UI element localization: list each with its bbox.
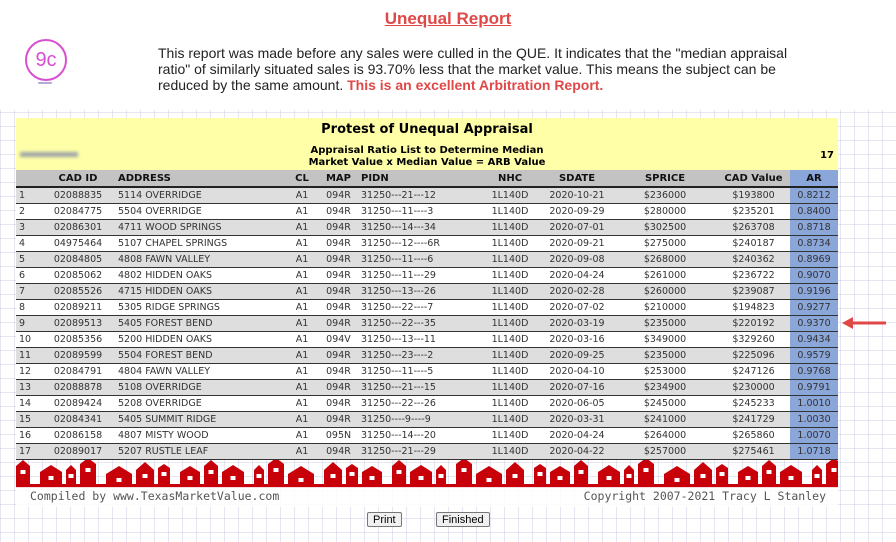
cell-cad-id: 02089513 [38, 316, 118, 332]
cell-ar: 0.9791 [790, 380, 838, 396]
cell-sdate: 2020-02-28 [541, 284, 613, 300]
table-row [16, 187, 838, 204]
cell-cl: A1 [288, 444, 316, 460]
cell-sdate: 2020-09-25 [541, 348, 613, 364]
table-row [16, 332, 838, 348]
cell-sprice: $235000 [613, 348, 717, 364]
table-row [16, 300, 838, 316]
cell-pidn: 31250---11----6 [361, 252, 479, 268]
table-row [16, 284, 838, 300]
cell-ar: 0.9434 [790, 332, 838, 348]
house-icon [66, 465, 76, 484]
cell-cl: A1 [288, 348, 316, 364]
circle-badge-icon: 9c [25, 39, 67, 81]
house-icon [762, 460, 776, 484]
cell-cad-value: $239087 [717, 284, 790, 300]
cell-index: 1 [16, 187, 38, 204]
cell-cad-id: 02089599 [38, 348, 118, 364]
cell-nhc: 1L140D [479, 444, 541, 460]
cell-map: 094V [316, 332, 361, 348]
cell-cl: A1 [288, 187, 316, 204]
cell-sprice: $234900 [613, 380, 717, 396]
intro-highlight: This is an excellent Arbitration Report. [347, 77, 604, 93]
cell-sdate: 2020-09-08 [541, 252, 613, 268]
cell-cl: A1 [288, 316, 316, 332]
col-header-pidn: PIDN [361, 170, 479, 187]
cell-cl: A1 [288, 412, 316, 428]
cell-cad-value: $225096 [717, 348, 790, 364]
cell-sdate: 2020-03-31 [541, 412, 613, 428]
cell-index: 2 [16, 204, 38, 220]
cell-index: 11 [16, 348, 38, 364]
cell-cad-value: $193800 [717, 187, 790, 204]
cell-cad-id: 02086158 [38, 428, 118, 444]
cell-map: 094R [316, 316, 361, 332]
cell-cl: A1 [288, 300, 316, 316]
house-icon [738, 466, 758, 484]
cell-pidn: 31250---11---29 [361, 268, 479, 284]
cell-ar: 0.8718 [790, 220, 838, 236]
cell-map: 094R [316, 444, 361, 460]
cell-nhc: 1L140D [479, 380, 541, 396]
house-icon [624, 465, 634, 484]
cell-pidn: 31250---14---20 [361, 428, 479, 444]
page-title: Unequal Report [384, 9, 512, 28]
house-icon [106, 466, 132, 484]
cell-nhc: 1L140D [479, 348, 541, 364]
cell-map: 094R [316, 396, 361, 412]
cell-sdate: 2020-03-19 [541, 316, 613, 332]
cell-cad-value: $263708 [717, 220, 790, 236]
house-icon [180, 466, 200, 484]
arrow-left-icon [842, 316, 888, 330]
cell-index: 8 [16, 300, 38, 316]
cell-map: 094R [316, 364, 361, 380]
cell-sprice: $264000 [613, 428, 717, 444]
cell-address: 5405 FOREST BEND [118, 316, 288, 332]
cell-pidn: 31250---13---11 [361, 332, 479, 348]
cell-map: 094R [316, 380, 361, 396]
cell-cl: A1 [288, 204, 316, 220]
cell-sdate: 2020-07-01 [541, 220, 613, 236]
cell-sprice: $257000 [613, 444, 717, 460]
cell-cad-id: 02085062 [38, 268, 118, 284]
table-row [16, 444, 838, 460]
cell-nhc: 1L140D [479, 428, 541, 444]
cell-pidn: 31250---21---15 [361, 380, 479, 396]
cell-cl: A1 [288, 252, 316, 268]
house-icon [574, 460, 588, 484]
house-icon [136, 462, 154, 484]
cell-ar: 0.9070 [790, 268, 838, 284]
table-row [16, 204, 838, 220]
cell-cad-value: $236722 [717, 268, 790, 284]
house-icon [506, 462, 524, 484]
house-icon [392, 460, 406, 484]
cell-address: 5114 OVERRIDGE [118, 187, 288, 204]
intro-text: This report was made before any sales were culled in the QUE. It indicates that the "median appraisal ratio" of similarly situated sales is 93.70% less that the market value. This means the subject can be reduced by the same amount. [158, 45, 788, 93]
cell-pidn: 31250---22---35 [361, 316, 479, 332]
cell-sprice: $280000 [613, 204, 717, 220]
cell-ar: 1.0718 [790, 444, 838, 460]
table-header-row [16, 170, 838, 187]
cell-address: 5208 OVERRIDGE [118, 396, 288, 412]
cell-nhc: 1L140D [479, 396, 541, 412]
cell-ar: 0.8212 [790, 187, 838, 204]
table-row [16, 364, 838, 380]
cell-index: 4 [16, 236, 38, 252]
cell-sprice: $253000 [613, 364, 717, 380]
cell-pidn: 31250---11----3 [361, 204, 479, 220]
cell-index: 9 [16, 316, 38, 332]
cell-nhc: 1L140D [479, 236, 541, 252]
table-row [16, 396, 838, 412]
cell-address: 5207 RUSTLE LEAF [118, 444, 288, 460]
col-header-index [16, 170, 38, 187]
report-subtitle-line2: Market Value x Median Value = ARB Value [308, 157, 546, 168]
table-row [16, 412, 838, 428]
cell-cad-id: 02084805 [38, 252, 118, 268]
cell-index: 14 [16, 396, 38, 412]
cell-sdate: 2020-04-22 [541, 444, 613, 460]
house-skyline-icon [16, 460, 838, 488]
report-header [16, 118, 838, 170]
cell-address: 4715 HIDDEN OAKS [118, 284, 288, 300]
cell-cad-value: $220192 [717, 316, 790, 332]
cell-nhc: 1L140D [479, 332, 541, 348]
cell-sprice: $302500 [613, 220, 717, 236]
cell-ar: 0.8969 [790, 252, 838, 268]
cell-sprice: $349000 [613, 332, 717, 348]
house-icon [362, 466, 382, 484]
house-icon [550, 466, 570, 484]
house-icon [476, 466, 502, 484]
house-icon [268, 460, 284, 484]
cell-cad-value: $265860 [717, 428, 790, 444]
cell-address: 4802 HIDDEN OAKS [118, 268, 288, 284]
cell-index: 15 [16, 412, 38, 428]
col-header-nhc: NHC [479, 170, 541, 187]
col-header-cad-value: CAD Value [717, 170, 790, 187]
cell-map: 094R [316, 268, 361, 284]
table-body [16, 187, 838, 460]
cell-address: 5504 FOREST BEND [118, 348, 288, 364]
cell-map: 094R [316, 236, 361, 252]
compiled-by-text: Compiled by www.TexasMarketValue.com [30, 489, 280, 503]
intro-paragraph [158, 45, 798, 93]
cell-nhc: 1L140D [479, 187, 541, 204]
cell-address: 5108 OVERRIDGE [118, 380, 288, 396]
badge-tail [38, 82, 52, 84]
cell-cad-value: $241729 [717, 412, 790, 428]
cell-pidn: 31250---13---26 [361, 284, 479, 300]
cell-cl: A1 [288, 268, 316, 284]
cell-sdate: 2020-09-21 [541, 236, 613, 252]
cell-cad-value: $194823 [717, 300, 790, 316]
cell-ar: 0.8400 [790, 204, 838, 220]
col-header-cad-id: CAD ID [38, 170, 118, 187]
cell-pidn: 31250---21---12 [361, 187, 479, 204]
col-header-address: ADDRESS [118, 170, 288, 187]
cell-sprice: $261000 [613, 268, 717, 284]
report-subtitle [16, 145, 838, 169]
cell-pidn: 31250---21---29 [361, 444, 479, 460]
cell-cl: A1 [288, 364, 316, 380]
house-icon [598, 465, 620, 484]
cell-sdate: 2020-07-16 [541, 380, 613, 396]
cell-sdate: 2020-07-02 [541, 300, 613, 316]
cell-cad-value: $329260 [717, 332, 790, 348]
copyright-text: Copyright 2007-2021 Tracy L Stanley [583, 489, 826, 503]
cell-cad-value: $240362 [717, 252, 790, 268]
cell-sprice: $245000 [613, 396, 717, 412]
cell-index: 3 [16, 220, 38, 236]
house-icon [410, 465, 432, 484]
cell-index: 16 [16, 428, 38, 444]
house-icon [158, 464, 170, 484]
col-header-map: MAP [316, 170, 361, 187]
cell-nhc: 1L140D [479, 300, 541, 316]
cell-nhc: 1L140D [479, 268, 541, 284]
cell-pidn: 31250----9----9 [361, 412, 479, 428]
cell-address: 5405 SUMMIT RIDGE [118, 412, 288, 428]
cell-cad-id: 02085526 [38, 284, 118, 300]
cell-map: 094R [316, 412, 361, 428]
cell-sprice: $260000 [613, 284, 717, 300]
cell-cl: A1 [288, 380, 316, 396]
print-button[interactable]: Print [367, 512, 402, 527]
cell-address: 5504 OVERRIDGE [118, 204, 288, 220]
col-header-sdate: SDATE [541, 170, 613, 187]
cell-ar: 0.9370 [790, 316, 838, 332]
cell-sprice: $235000 [613, 316, 717, 332]
house-icon [456, 460, 472, 484]
table-row [16, 428, 838, 444]
cell-map: 094R [316, 220, 361, 236]
house-icon [324, 462, 342, 484]
cell-map: 094R [316, 187, 361, 204]
cell-pidn: 31250---12----6R [361, 236, 479, 252]
cell-ar: 1.0030 [790, 412, 838, 428]
cell-map: 094R [316, 300, 361, 316]
cell-address: 4807 MISTY WOOD [118, 428, 288, 444]
cell-ar: 1.0070 [790, 428, 838, 444]
cell-nhc: 1L140D [479, 284, 541, 300]
house-icon [664, 466, 690, 484]
cell-index: 10 [16, 332, 38, 348]
house-icon [222, 465, 244, 484]
cell-nhc: 1L140D [479, 412, 541, 428]
cell-cl: A1 [288, 396, 316, 412]
cell-index: 12 [16, 364, 38, 380]
table-row [16, 236, 838, 252]
cell-address: 5200 HIDDEN OAKS [118, 332, 288, 348]
report-panel [16, 118, 838, 460]
table-row [16, 348, 838, 364]
cell-cad-value: $240187 [717, 236, 790, 252]
cell-nhc: 1L140D [479, 220, 541, 236]
cell-sprice: $210000 [613, 300, 717, 316]
cell-cad-id: 02089211 [38, 300, 118, 316]
cell-pidn: 31250---23----2 [361, 348, 479, 364]
cell-index: 17 [16, 444, 38, 460]
redacted-subject-id [20, 152, 78, 157]
col-header-sprice: SPRICE [613, 170, 717, 187]
house-icon [716, 464, 728, 484]
cell-index: 7 [16, 284, 38, 300]
table-row [16, 220, 838, 236]
house-icon [16, 460, 30, 484]
cell-cad-id: 02084341 [38, 412, 118, 428]
cell-cad-id: 02084775 [38, 204, 118, 220]
cell-cad-value: $247126 [717, 364, 790, 380]
house-icon [694, 462, 712, 484]
record-count: 17 [820, 150, 834, 161]
table-row [16, 268, 838, 284]
cell-cad-id: 02088835 [38, 187, 118, 204]
cell-cad-value: $235201 [717, 204, 790, 220]
house-icon [288, 466, 314, 484]
cell-nhc: 1L140D [479, 364, 541, 380]
cell-cl: A1 [288, 220, 316, 236]
house-icon [436, 465, 446, 484]
cell-address: 4711 WOOD SPRINGS [118, 220, 288, 236]
cell-cad-id: 02089017 [38, 444, 118, 460]
report-title: Protest of Unequal Appraisal [321, 122, 533, 137]
house-icon [204, 460, 218, 484]
cell-pidn: 31250---14---34 [361, 220, 479, 236]
cell-nhc: 1L140D [479, 252, 541, 268]
house-icon [638, 460, 654, 484]
table-row [16, 316, 838, 332]
cell-sprice: $236000 [613, 187, 717, 204]
cell-cad-id: 02088878 [38, 380, 118, 396]
cell-sdate: 2020-06-05 [541, 396, 613, 412]
cell-nhc: 1L140D [479, 316, 541, 332]
cell-map: 094R [316, 348, 361, 364]
house-icon [254, 465, 264, 484]
cell-sdate: 2020-04-24 [541, 268, 613, 284]
appraisal-ratio-table [16, 170, 838, 460]
cell-cad-value: $245233 [717, 396, 790, 412]
table-row [16, 380, 838, 396]
cell-ar: 0.9768 [790, 364, 838, 380]
cell-sprice: $268000 [613, 252, 717, 268]
cell-cad-value: $230000 [717, 380, 790, 396]
cell-sprice: $241000 [613, 412, 717, 428]
cell-ar: 0.8734 [790, 236, 838, 252]
cell-address: 4808 FAWN VALLEY [118, 252, 288, 268]
cell-index: 6 [16, 268, 38, 284]
cell-ar: 1.0010 [790, 396, 838, 412]
col-header-ar: AR [790, 170, 838, 187]
cell-ar: 0.9196 [790, 284, 838, 300]
cell-cad-id: 02086301 [38, 220, 118, 236]
col-header-cl: CL [288, 170, 316, 187]
cell-pidn: 31250---22---26 [361, 396, 479, 412]
cell-cl: A1 [288, 428, 316, 444]
cell-ar: 0.9277 [790, 300, 838, 316]
cell-sdate: 2020-04-10 [541, 364, 613, 380]
cell-pidn: 31250---22----7 [361, 300, 479, 316]
cell-address: 5305 RIDGE SPRINGS [118, 300, 288, 316]
house-icon [780, 465, 802, 484]
cell-index: 5 [16, 252, 38, 268]
cell-ar: 0.9579 [790, 348, 838, 364]
cell-cl: A1 [288, 236, 316, 252]
cell-cad-id: 02084791 [38, 364, 118, 380]
cell-map: 095N [316, 428, 361, 444]
cell-sdate: 2020-10-21 [541, 187, 613, 204]
house-icon [346, 464, 358, 484]
cell-cl: A1 [288, 284, 316, 300]
cell-map: 094R [316, 204, 361, 220]
house-icon [80, 460, 96, 484]
cell-sdate: 2020-03-16 [541, 332, 613, 348]
report-subtitle-line1: Appraisal Ratio List to Determine Median [310, 145, 544, 156]
cell-address: 5107 CHAPEL SPRINGS [118, 236, 288, 252]
cell-sdate: 2020-09-29 [541, 204, 613, 220]
cell-pidn: 31250---11----5 [361, 364, 479, 380]
cell-map: 094R [316, 284, 361, 300]
cell-index: 13 [16, 380, 38, 396]
table-row [16, 252, 838, 268]
cell-map: 094R [316, 252, 361, 268]
cell-cad-id: 04975464 [38, 236, 118, 252]
cell-cad-id: 02089424 [38, 396, 118, 412]
cell-cl: A1 [288, 332, 316, 348]
cell-nhc: 1L140D [479, 204, 541, 220]
cell-sprice: $275000 [613, 236, 717, 252]
cell-cad-id: 02085356 [38, 332, 118, 348]
house-icon [826, 460, 838, 484]
cell-sdate: 2020-04-24 [541, 428, 613, 444]
cell-address: 4804 FAWN VALLEY [118, 364, 288, 380]
house-icon [40, 465, 62, 484]
house-icon [534, 464, 546, 484]
finished-button[interactable]: Finished [436, 512, 490, 527]
house-icon [812, 465, 822, 484]
cell-cad-value: $275461 [717, 444, 790, 460]
